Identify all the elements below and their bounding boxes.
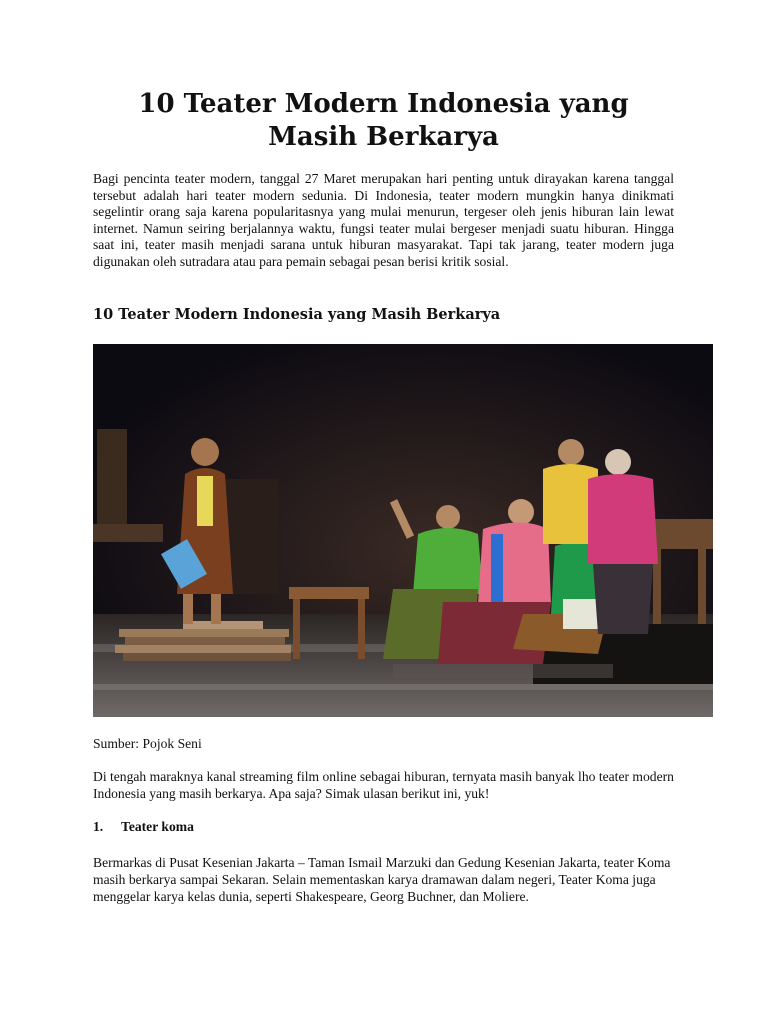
- body-paragraph: Di tengah maraknya kanal streaming film online sebagai hiburan, ternyata masih banyak lho teater modern Indonesia yang masih berkarya. Apa saja? Simak ulasan berikut ini, yuk!: [93, 769, 674, 801]
- list-item-number: 1.: [93, 819, 104, 834]
- theater-stage-illustration: [93, 344, 713, 717]
- intro-paragraph: Bagi pencinta teater modern, tanggal 27 Maret merupakan hari penting untuk dirayakan karena tanggal tersebut adalah hari teater modern sedunia. Di Indonesia, teater modern mungkin hanya dinikmati segelintir orang saja karena popularitasnya yang mulai menurun, tergeser oleh jenis hiburan lain lewat internet. Namun seiring berjalannya waktu, fungsi teater mulai bergeser menjadi suatu hiburan. Hingga saat ini, teater masih menjadi sarana untuk hiburan masyarakat. Tapi tak jarang, teater modern juga digunakan oleh sutradara atau para pemain sebagai pesan berisi kritik sosial.: [93, 171, 674, 269]
- theater-stage-photo: [93, 344, 713, 717]
- section-subheading: 10 Teater Modern Indonesia yang Masih Berkarya: [93, 306, 501, 323]
- list-item-body: Bermarkas di Pusat Kesenian Jakarta – Taman Ismail Marzuki dan Gedung Kesenian Jakarta, teater Koma masih berkarya sampai Sekaran. Selain mementaskan karya dramawan dalam negeri, Teater Koma juga menggelar karya kelas dunia, seperti Shakespeare, Georg Buchner, dan Moliere.: [93, 855, 671, 904]
- photo-caption: Sumber: Pojok Seni: [93, 736, 202, 751]
- list-item-title: Teater koma: [121, 819, 194, 834]
- list-item-heading: [93, 818, 194, 835]
- document-title: 10 Teater Modern Indonesia yang Masih Berkarya: [138, 89, 629, 152]
